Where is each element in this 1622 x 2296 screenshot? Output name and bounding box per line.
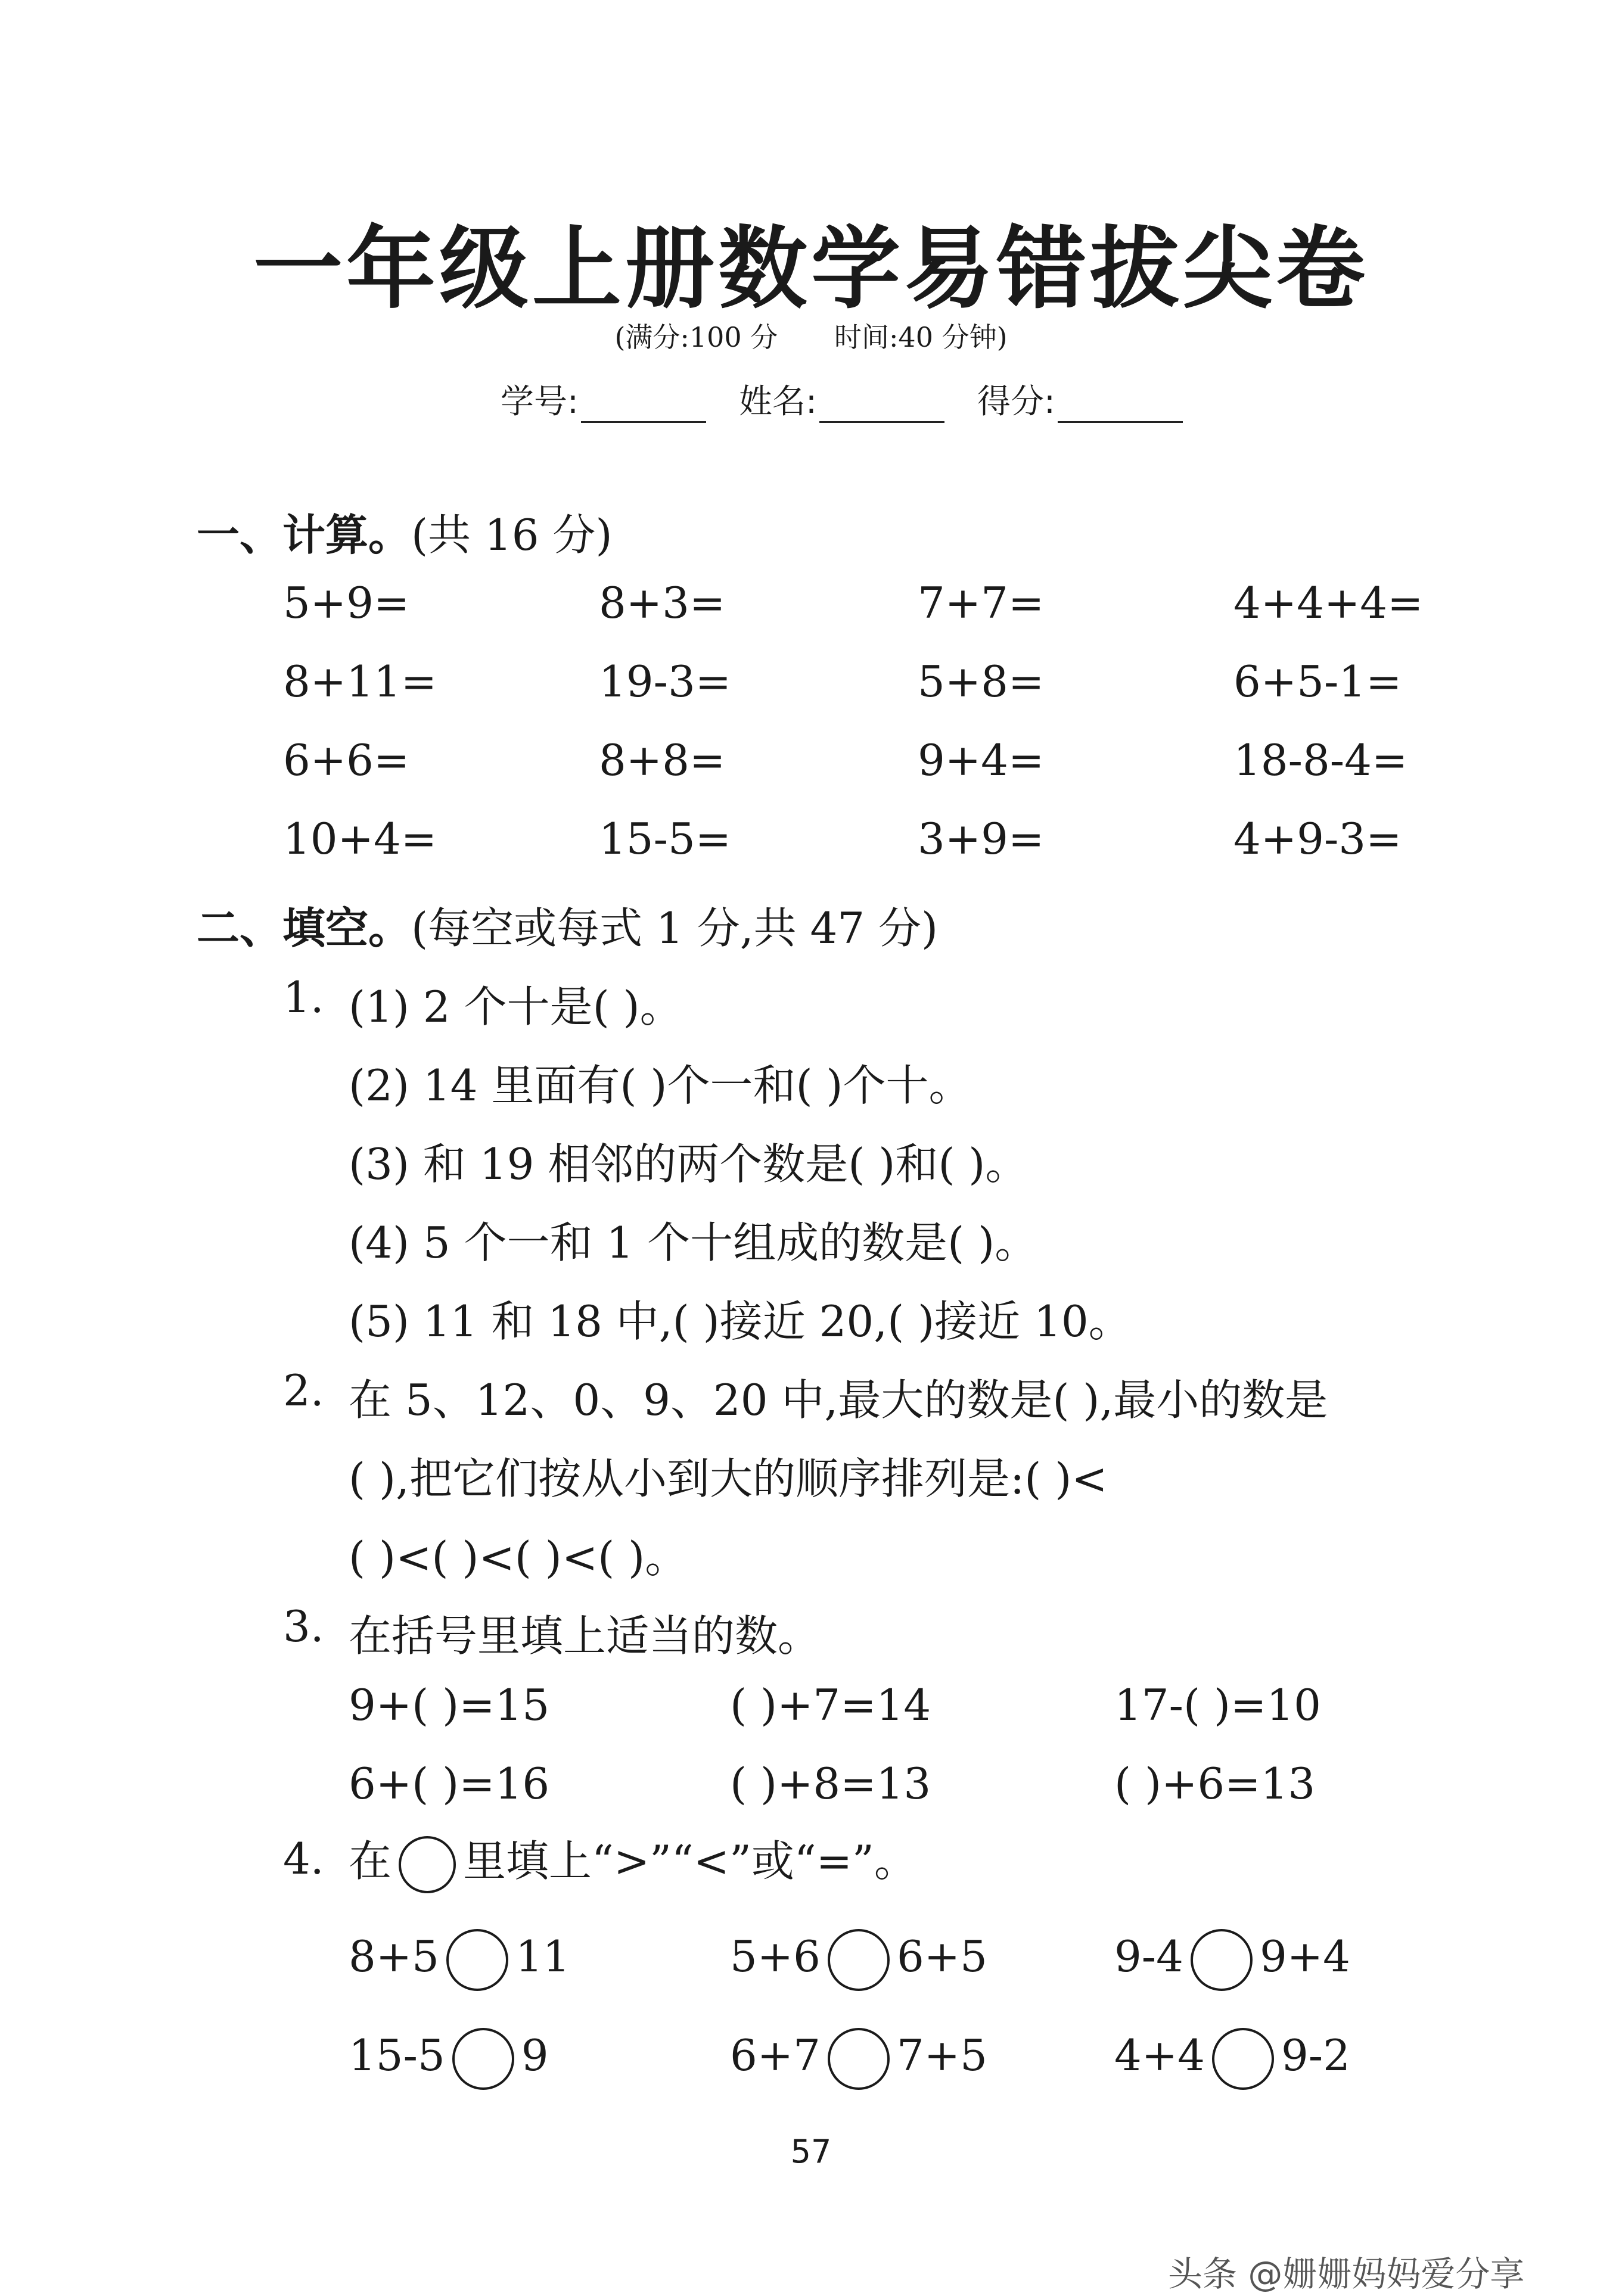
q4-text-after: 里填上“>”“<”或“=”。 <box>463 1836 917 1886</box>
compare-right: 7+5 <box>896 2030 987 2080</box>
student-number-field <box>501 375 706 423</box>
section2-title: 二、填空。 <box>197 903 412 953</box>
calc-cell: 6+5-1= <box>1233 657 1402 707</box>
q3-label: 3. <box>283 1601 324 1651</box>
calc-cell: 18-8-4= <box>1233 735 1408 785</box>
compare-left: 15-5 <box>349 2030 445 2080</box>
student-number-blank <box>581 389 706 423</box>
compare-right: 9+4 <box>1259 1931 1350 1981</box>
compare-left: 8+5 <box>349 1931 439 1981</box>
q4-text-before: 在 <box>349 1836 392 1886</box>
compare-item <box>1114 1929 1350 1991</box>
q4-label: 4. <box>283 1834 324 1884</box>
compare-item <box>730 1929 987 1991</box>
q3-cell: 17-( )=10 <box>1114 1680 1321 1730</box>
compare-left: 6+7 <box>730 2030 821 2080</box>
compare-item <box>349 1929 570 1991</box>
compare-item <box>1114 2028 1350 2090</box>
q1-item: (5) 11 和 18 中,( )接近 20,( )接近 10。 <box>349 1296 1132 1346</box>
calc-cell: 4+9-3= <box>1233 814 1402 864</box>
full-score: (满分:100 分 <box>614 321 778 353</box>
compare-item <box>349 2028 549 2090</box>
compare-circle[interactable] <box>1191 1929 1253 1991</box>
q2-line: 在 5、12、0、9、20 中,最大的数是( ),最小的数是 <box>349 1375 1328 1425</box>
q2-line: ( )<( )<( )<( )。 <box>349 1532 688 1582</box>
calc-cell: 5+9= <box>283 578 410 628</box>
score-blank <box>1058 389 1183 423</box>
calc-cell: 6+6= <box>283 735 410 785</box>
calc-cell: 8+3= <box>599 578 726 628</box>
calc-cell: 9+4= <box>918 735 1045 785</box>
section1-title: 一、计算。 <box>197 510 412 560</box>
circle-icon <box>399 1836 456 1893</box>
compare-right: 9 <box>521 2030 549 2080</box>
q3-cell: 6+( )=16 <box>349 1759 550 1809</box>
section2-heading <box>197 894 938 956</box>
compare-left: 5+6 <box>730 1931 821 1981</box>
calc-cell: 8+8= <box>599 735 726 785</box>
score-label: 得分: <box>977 382 1055 421</box>
compare-left: 9-4 <box>1114 1931 1183 1981</box>
compare-circle[interactable] <box>828 1929 890 1991</box>
student-number-label: 学号: <box>501 382 579 421</box>
page-number: 57 <box>790 2133 832 2170</box>
compare-circle[interactable] <box>446 1929 508 1991</box>
calc-cell: 8+11= <box>283 657 437 707</box>
compare-right: 11 <box>515 1931 570 1981</box>
section1-heading <box>197 500 613 562</box>
calc-cell: 7+7= <box>918 578 1045 628</box>
compare-circle[interactable] <box>452 2028 514 2090</box>
calc-cell: 19-3= <box>599 657 732 707</box>
compare-right: 9-2 <box>1281 2030 1350 2080</box>
q2-label: 2. <box>283 1365 324 1415</box>
time-limit: 时间:40 分钟) <box>834 321 1008 353</box>
q1-label: 1. <box>283 972 324 1022</box>
subtitle <box>0 316 1622 355</box>
student-name-field <box>739 375 944 423</box>
watermark: 头条 @姗姗妈妈爱分享 <box>1168 2254 1525 2294</box>
compare-item <box>730 2028 987 2090</box>
score-field <box>977 375 1183 423</box>
compare-circle[interactable] <box>1212 2028 1274 2090</box>
calc-cell: 4+4+4= <box>1233 578 1424 628</box>
q3-cell: 9+( )=15 <box>349 1680 550 1730</box>
calc-cell: 5+8= <box>918 657 1045 707</box>
q1-item: (4) 5 个一和 1 个十组成的数是( )。 <box>349 1218 1038 1268</box>
section2-points: (每空或每式 1 分,共 47 分) <box>411 903 939 953</box>
q1-item: (3) 和 19 相邻的两个数是( )和( )。 <box>349 1139 1028 1189</box>
q2-line: ( ),把它们按从小到大的顺序排列是:( )< <box>349 1454 1108 1504</box>
compare-right: 6+5 <box>896 1931 987 1981</box>
calc-cell: 15-5= <box>599 814 732 864</box>
q1-item: (1) 2 个十是( )。 <box>349 982 683 1032</box>
q3-cell: ( )+7=14 <box>730 1680 931 1730</box>
student-name-label: 姓名: <box>739 382 817 421</box>
compare-left: 4+4 <box>1114 2030 1205 2080</box>
q3-cell: ( )+8=13 <box>730 1759 931 1809</box>
calc-cell: 10+4= <box>283 814 437 864</box>
q3-text: 在括号里填上适当的数。 <box>349 1611 821 1661</box>
calc-cell: 3+9= <box>918 814 1045 864</box>
q3-cell: ( )+6=13 <box>1114 1759 1316 1809</box>
section1-points: (共 16 分) <box>411 510 613 560</box>
q4-instruction <box>349 1827 917 1893</box>
q1-item: (2) 14 里面有( )个一和( )个十。 <box>349 1060 972 1110</box>
student-name-blank <box>819 389 944 423</box>
compare-circle[interactable] <box>828 2028 890 2090</box>
page-title: 一年级上册数学易错拔尖卷 <box>253 217 1369 321</box>
